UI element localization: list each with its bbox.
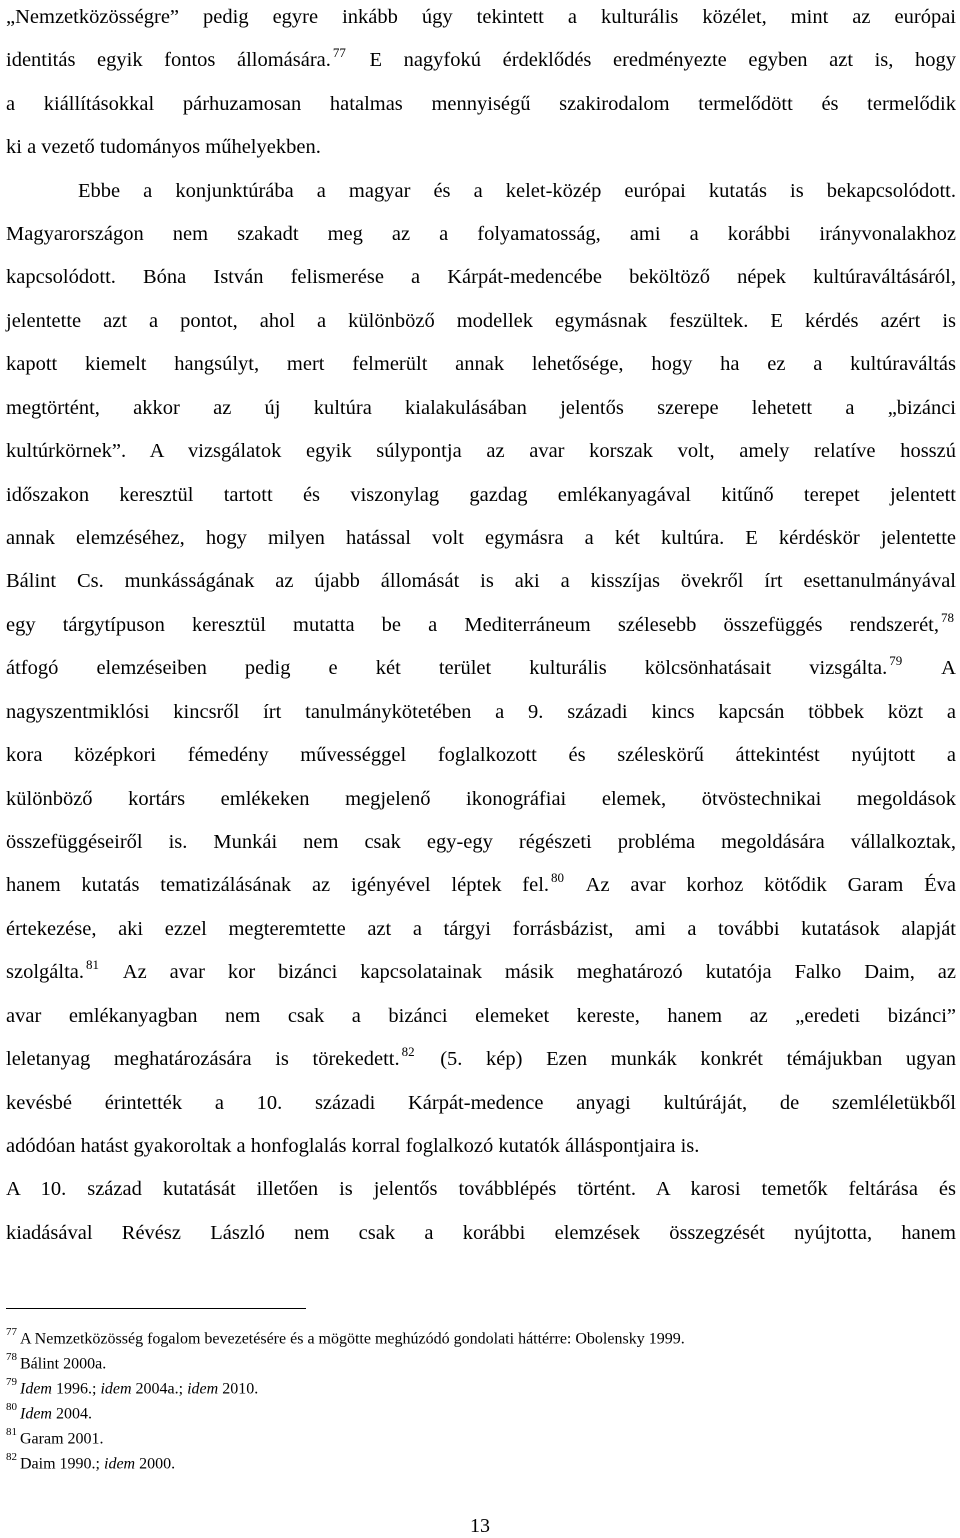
text-line: nagyszentmiklósi kincsről írt tanulmánykötetében a 9. századi kincs kapcsán többek közt a: [6, 701, 956, 723]
text-line: kiadásával Révész László nem csak a korábbi elemzések összegzését nyújtotta, hanem: [6, 1222, 956, 1244]
text-line: különböző kortárs emlékeken megjelenő ikonográfiai elemek, ötvöstechnikai megoldások: [6, 788, 956, 810]
footnote: $^{79}$ Idem 1996.; idem 2004a.; idem 2010.: [6, 1376, 259, 1398]
page-number: 13: [470, 1515, 490, 1537]
footnote-reference: 78: [941, 610, 954, 625]
text-line: kora középkori fémedény művességgel foglalkozott és széleskörű áttekintést nyújtott a: [6, 744, 956, 766]
text-line: kapcsolódott. Bóna István felismerése a Kárpát-medencébe beköltöző népek kultúraváltásáról,: [6, 266, 956, 288]
footnote: $^{82}$ Daim 1990.; idem 2000.: [6, 1451, 176, 1473]
footnote-reference: 81: [86, 957, 99, 972]
text-line: szolgálta. $^{81}$ Az avar kor bizánci kapcsolatainak másik meghatározó kutatója Falko Daim, az: [6, 957, 956, 983]
text-line: jelentette azt a pontot, ahol a különböző modellek egymásnak feszültek. E kérdés azért is: [6, 310, 956, 332]
footnote: $^{80}$ Idem 2004.: [6, 1401, 92, 1423]
text-line: A 10. század kutatását illetően is jelentős továbblépés történt. A karosi temetők feltárása és: [6, 1178, 956, 1200]
text-line: avar emlékanyagban nem csak a bizánci elemeket kereste, hanem az „eredeti bizánci”: [6, 1005, 956, 1027]
text-line: megtörtént, akkor az új kultúra kialakulásában jelentős szerepe lehetett a „bizánci: [6, 397, 956, 419]
text-line: „Nemzetközösségre” pedig egyre inkább úgy tekintett a kulturális közélet, mint az európai: [6, 6, 956, 28]
footnote: $^{81}$ Garam 2001.: [6, 1426, 104, 1448]
text-line: kultúrkörnek”. A vizsgálatok egyik súlypontja az avar korszak volt, amely relatíve hosszú: [6, 440, 956, 462]
footnote-reference: 80: [551, 870, 565, 885]
footnote-reference: 77: [332, 45, 346, 60]
footnote-separator: [6, 1308, 306, 1309]
text-line: Ebbe a konjunktúrába a magyar és a kelet-közép európai kutatás is bekapcsolódott.: [78, 180, 956, 202]
text-line: Magyarországon nem szakadt meg az a folyamatosság, ami a korábbi irányvonalakhoz: [6, 223, 956, 245]
footnote: $^{77}$ A Nemzetközösség fogalom bevezetésére és a mögötte meghúzódó gondolati háttérre: Obolensky 1999.: [6, 1326, 685, 1348]
text-line: kevésbé érintették a 10. századi Kárpát-medence anyagi kultúráját, de szemléletükből: [6, 1092, 956, 1114]
text-line: leletanyag meghatározására is törekedett. $^{82}$ (5. kép) Ezen munkák konkrét témájukban ugyan: [6, 1044, 956, 1070]
footnote-reference: 82: [401, 1044, 415, 1059]
text-line: adódóan hatást gyakoroltak a honfoglalás korral foglalkozó kutatók álláspontjaira is.: [6, 1135, 700, 1157]
text-line: annak elemzéséhez, hogy milyen hatással volt egymásra a két kultúra. E kérdéskör jelentette: [6, 527, 956, 549]
text-line: időszakon keresztül tartott és viszonylag gazdag emlékanyagával kitűnő terepet jelentett: [6, 484, 956, 506]
text-line: ki a vezető tudományos műhelyekben.: [6, 136, 321, 158]
text-line: a kiállításokkal párhuzamosan hatalmas mennyiségű szakirodalom termelődött és termelődik: [6, 93, 956, 115]
footnote: $^{78}$ Bálint 2000a.: [6, 1351, 107, 1373]
footnote-reference: 79: [889, 653, 903, 668]
text-line: kapott kiemelt hangsúlyt, mert felmerült annak lehetősége, hogy ha ez a kultúraváltás: [6, 353, 956, 375]
text-line: identitás egyik fontos állomására. $^{77}$ E nagyfokú érdeklődés eredményezte egyben azt is, hogy: [6, 45, 956, 71]
text-line: hanem kutatás tematizálásának az igényével léptek fel. $^{80}$ Az avar korhoz kötődik Garam Éva: [6, 870, 956, 896]
text-line: egy tárgytípuson keresztül mutatta be a Mediterráneum szélesebb összefüggés rendszerét, $^{78}$: [6, 610, 954, 636]
text-line: összefüggéseiről is. Munkái nem csak egy-egy régészeti probléma megoldására vállalkoztak,: [6, 831, 956, 853]
text-line: Bálint Cs. munkásságának az újabb állomását is aki a kisszíjas övekről írt esettanulmányával: [6, 570, 956, 592]
text-line: átfogó elemzéseiben pedig e két terület kulturális kölcsönhatásait vizsgálta. $^{79}$ A: [6, 653, 956, 679]
text-line: értekezése, aki ezzel megteremtette azt a tárgyi forrásbázist, ami a további kutatások alapját: [6, 918, 956, 940]
